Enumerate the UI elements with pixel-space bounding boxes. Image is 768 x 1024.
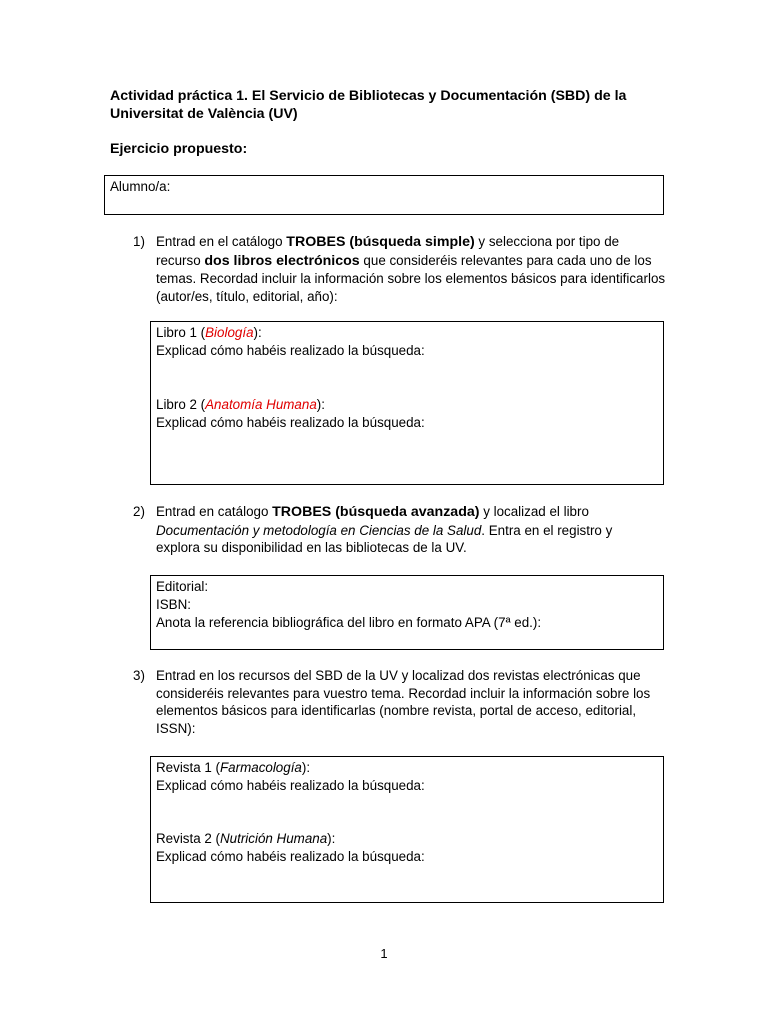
book-2-explain: Explicad cómo habéis realizado la búsqueda: — [156, 415, 425, 430]
section-subtitle: Ejercicio propuesto: — [110, 141, 248, 157]
journal-1-explain: Explicad cómo habéis realizado la búsqueda: — [156, 778, 425, 793]
page-number: 1 — [380, 946, 388, 961]
isbn-label: ISBN: — [156, 597, 191, 612]
page-title: Actividad práctica 1. El Servicio de Bibliotecas y Documentación (SBD) de la Universitat de València (UV) — [110, 88, 627, 122]
question-2-number: 2) — [133, 504, 145, 519]
question-1-text: Entrad en el catálogo TROBES (búsqueda simple) y selecciona por tipo de recurso dos libros electrónicos que consideréis relevantes para cada uno de los temas. Recordad incluir la información sobre los elementos básicos para identificarlos (autor/es, título, editorial, año): — [156, 234, 666, 304]
apa-reference-label: Anota la referencia bibliográfica del libro en formato APA (7ª ed.): — [156, 615, 542, 630]
student-name-box[interactable] — [104, 175, 664, 215]
question-2-answer-box[interactable] — [150, 575, 664, 650]
question-3-number: 3) — [133, 668, 145, 683]
journal-1-label: Revista 1 (Farmacología): — [156, 760, 311, 775]
book-1-explain: Explicad cómo habéis realizado la búsqueda: — [156, 343, 425, 358]
journal-2-label: Revista 2 (Nutrición Humana): — [156, 831, 336, 846]
editorial-label: Editorial: — [156, 579, 209, 594]
question-1-answer-box[interactable] — [150, 321, 664, 485]
book-2-label: Libro 2 (Anatomía Humana): — [156, 397, 325, 412]
book-1-label: Libro 1 (Biología): — [156, 325, 262, 340]
question-2-text: Entrad en catálogo TROBES (búsqueda avanzada) y localizad el libro Documentación y metodología en Ciencias de la Salud. Entra en el registro y explora su disponibilidad en las bibliotecas de la UV. — [156, 504, 613, 555]
question-3-answer-box[interactable] — [150, 756, 664, 903]
journal-2-explain: Explicad cómo habéis realizado la búsqueda: — [156, 849, 425, 864]
question-3-text: Entrad en los recursos del SBD de la UV y localizad dos revistas electrónicas que consideréis relevantes para vuestro tema. Recordad incluir la información sobre los elementos básicos para identificarlas (nombre revista, portal de acceso, editorial, ISSN): — [156, 668, 651, 736]
student-label: Alumno/a: — [110, 179, 171, 194]
question-1-number: 1) — [133, 234, 145, 249]
